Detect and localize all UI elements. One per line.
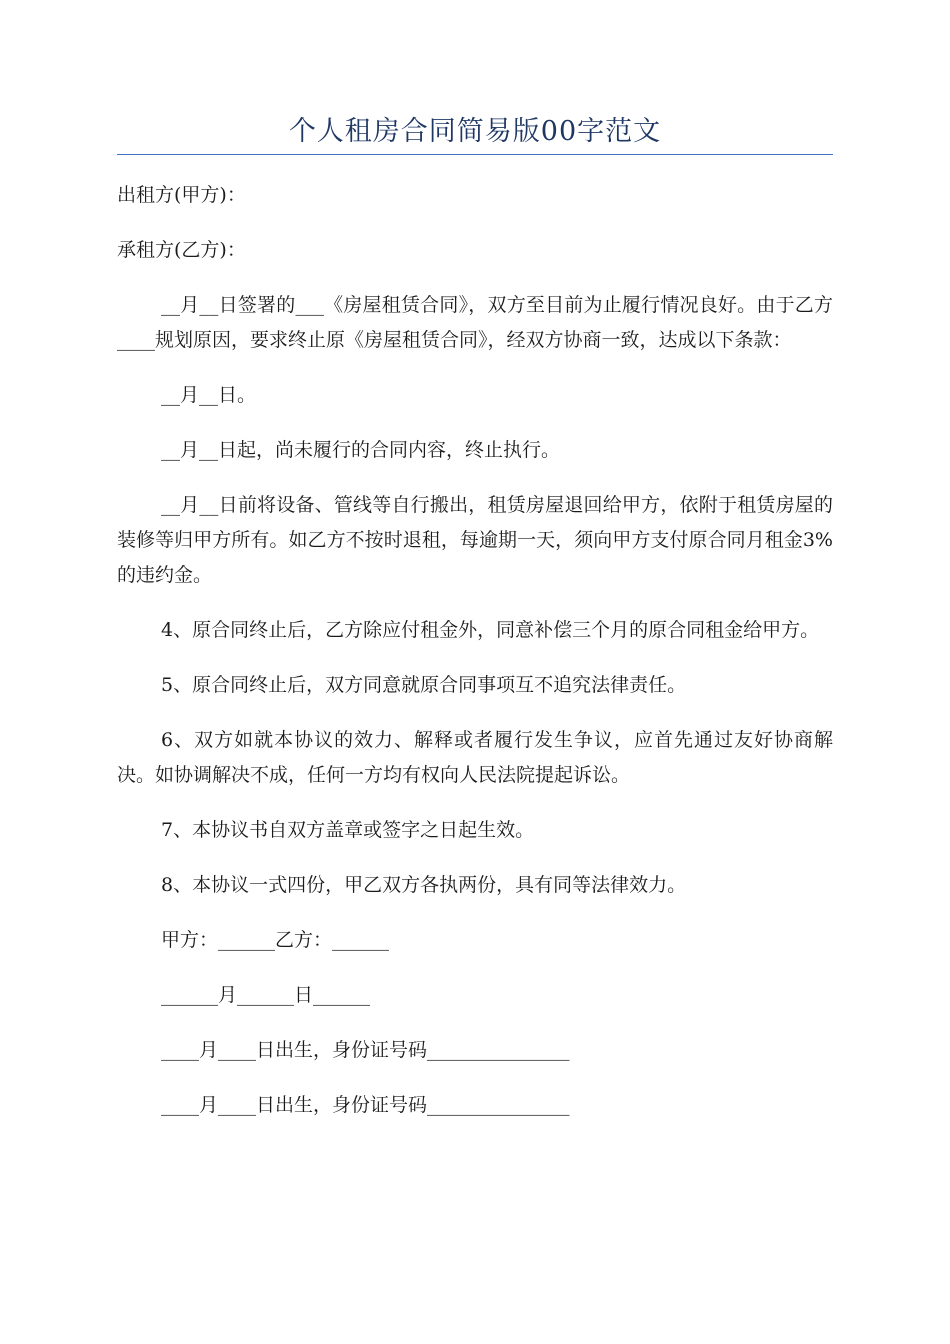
clause-5: 5、原合同终止后，双方同意就原合同事项互不追究法律责任。 <box>161 674 687 696</box>
birth-id-line-1: ____月____日出生，身份证号码_______________ <box>161 1039 570 1061</box>
intro-paragraph: __月__日签署的___《房屋租赁合同》，双方至目前为止履行情况良好。由于乙方____规划原因，要求终止原《房屋租赁合同》，经双方协商一致，达成以下条款： <box>117 294 833 351</box>
clause-6: 6、双方如就本协议的效力、解释或者履行发生争议，应首先通过友好协商解决。如协调解决不成，任何一方均有权向人民法院提起诉讼。 <box>117 729 833 786</box>
birth-id-line-2: ____月____日出生，身份证号码_______________ <box>161 1094 570 1116</box>
clause-7: 7、本协议书自双方盖章或签字之日起生效。 <box>161 819 535 841</box>
clause-8: 8、本协议一式四份，甲乙双方各执两份，具有同等法律效力。 <box>161 874 687 896</box>
document-body <box>117 178 833 1143</box>
lessee-line: 承租方(乙方)： <box>117 239 246 261</box>
date-line: ______月______日______ <box>161 984 371 1006</box>
document-title: 个人租房合同简易版00字范文 <box>288 116 662 147</box>
lessor-line: 出租方(甲方)： <box>117 184 246 206</box>
document-page <box>117 0 833 1344</box>
clause-3: __月__日前将设备、管线等自行搬出，租赁房屋退回给甲方，依附于租赁房屋的装修等归甲方所有。如乙方不按时退租，每逾期一天，须向甲方支付原合同月租金3%的违约金。 <box>117 494 833 586</box>
signature-line: 甲方：______乙方：______ <box>161 929 390 951</box>
clause-4: 4、原合同终止后，乙方除应付租金外，同意补偿三个月的原合同租金给甲方。 <box>161 619 820 641</box>
title-underline <box>117 154 833 155</box>
clause-2: __月__日起，尚未履行的合同内容，终止执行。 <box>161 439 561 461</box>
clause-1: __月__日。 <box>161 384 257 406</box>
